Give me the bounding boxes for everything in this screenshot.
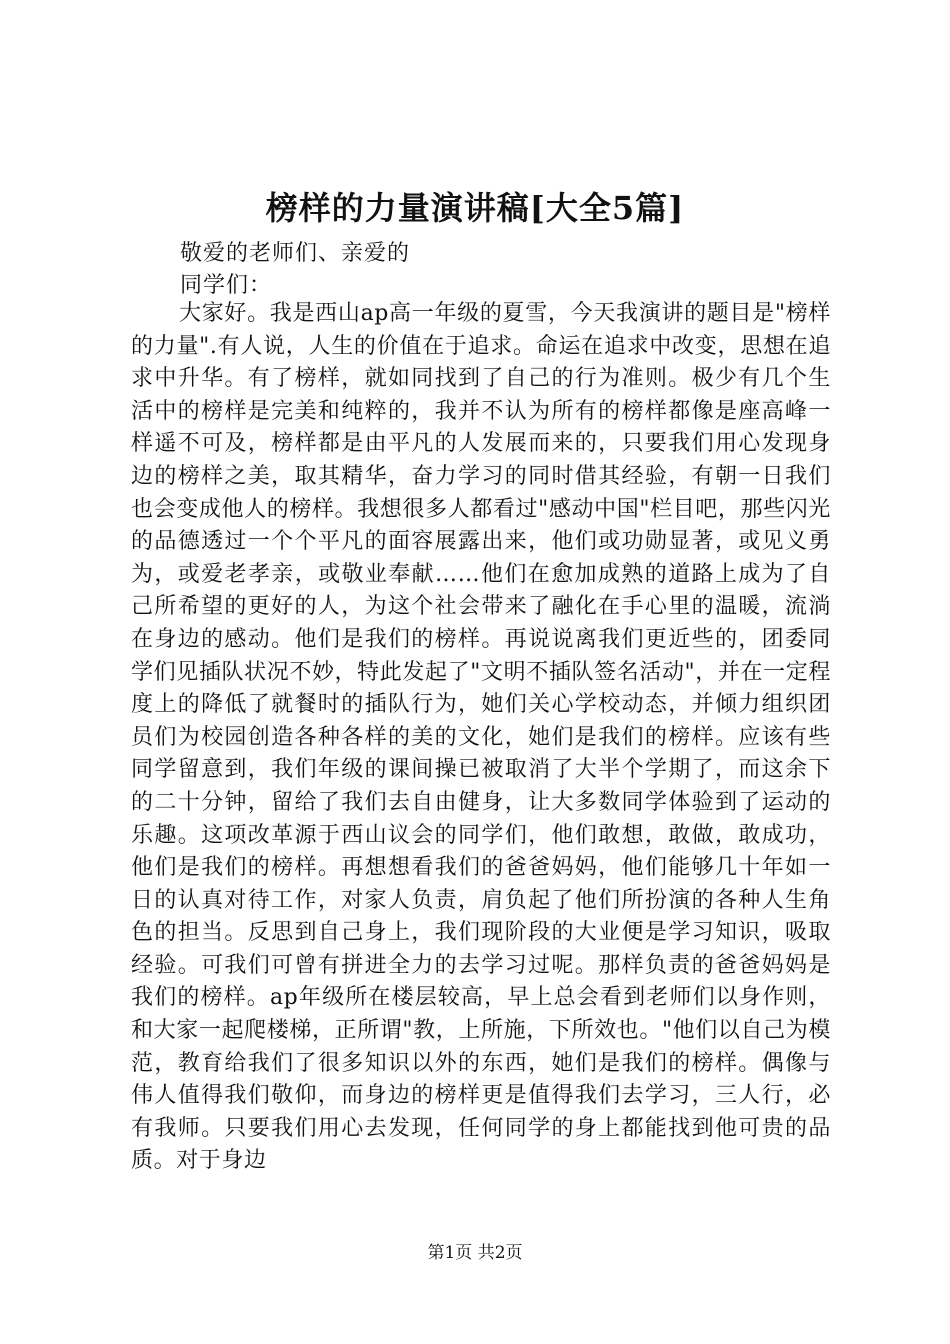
speech-body-paragraph: 大家好。我是西山ap高一年级的夏雪，今天我演讲的题目是"榜样的力量".有人说，人生的价值在于追求。命运在追求中改变，思想在追求中升华。有了榜样，就如同找到了自己的行为准则。极少有几个生活中的榜样是完美和纯粹的，我并不认为所有的榜样都像是座高峰一样遥不可及，榜样都是由平凡的人发展而来的，只要我们用心发现身边的榜样之美，取其精华，奋力学习的同时借其经验，有朝一日我们也会变成他人的榜样。我想很多人都看过"感动中国"栏目吧，那些闪光的品德透过一个个平凡的面容展露出来，他们或功勋显著，或见义勇为，或爱老孝亲，或敬业奉献……他们在愈加成熟的道路上成为了自己所希望的更好的人，为这个社会带来了融化在手心里的温暖，流淌在身边的感动。他们是我们的榜样。再说说离我们更近些的，团委同学们见插队状况不妙，特此发起了"文明不插队签名活动"，并在一定程度上的降低了就餐时的插队行为，她们关心学校动态，并倾力组织团员们为校园创造各种各样的美的文化，她们是我们的榜样。应该有些同学留意到，我们年级的课间操已被取消了大半个学期了，而这余下的二十分钟，留给了我们去自由健身，让大多数同学体验到了运动的乐趣。这项改革源于西山议会的同学们，他们敢想，敢做，敢成功，他们是我们的榜样。再想想看我们的爸爸妈妈，他们能够几十年如一日的认真对待工作，对家人负责，肩负起了他们所扮演的各种人生角色的担当。反思到自己身上，我们现阶段的大业便是学习知识，吸取经验。可我们可曾有拼进全力的去学习过呢。那样负责的爸爸妈妈是我们的榜样。ap年级所在楼层较高，早上总会看到老师们以身作则，和大家一起爬楼梯，正所谓"教，上所施，下所效也。"他们以自己为模范，教育给我们了很多知识以外的东西，她们是我们的榜样。偶像与伟人值得我们敬仰，而身边的榜样更是值得我们去学习，三人行，必有我师。只要我们用心去发现，任何同学的身上都能找到他可贵的品质。对于身边 xyxy=(131,301,831,1174)
greeting-line-2: 同学们： xyxy=(180,273,273,298)
greeting-line-1: 敬爱的老师们、亲爱的 xyxy=(180,241,411,266)
page-footer: 第1页 共2页 xyxy=(427,1243,523,1263)
document-title: 榜样的力量演讲稿[大全5篇] xyxy=(265,189,685,227)
